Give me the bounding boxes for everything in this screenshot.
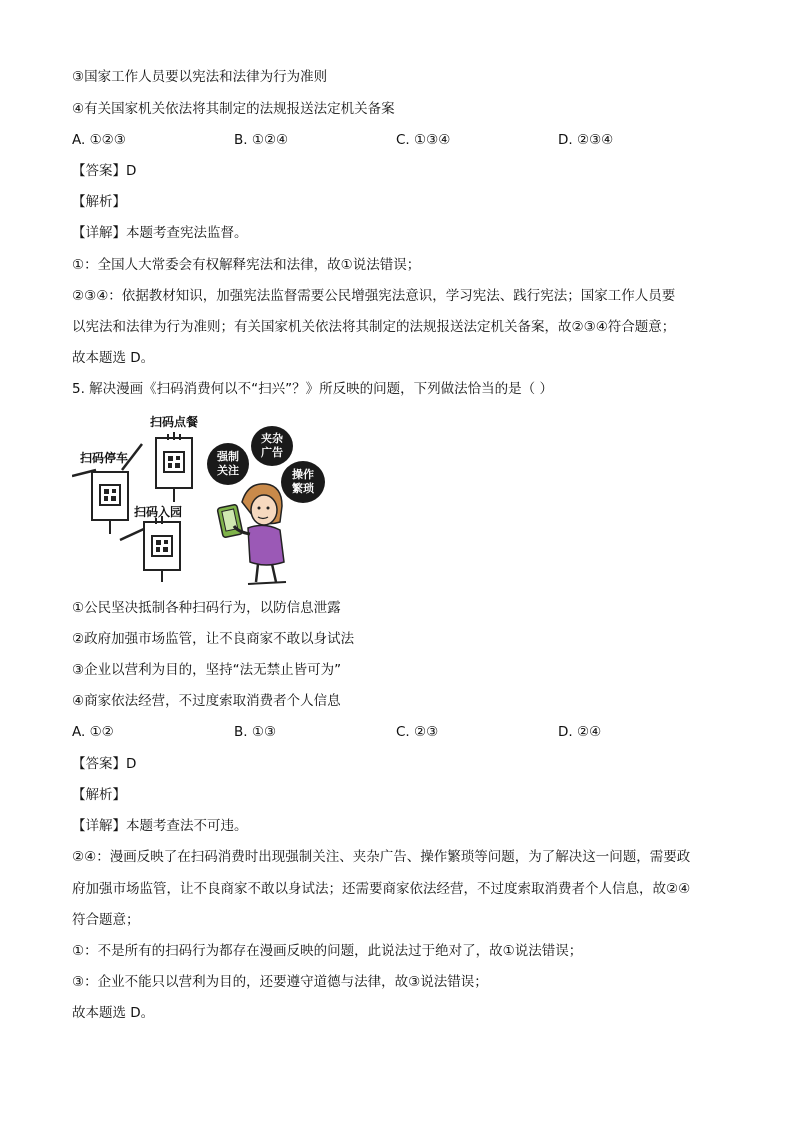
q5-option-c: C. ②③ xyxy=(396,724,439,740)
q5-statement-4: ④商家依法经营，不过度索取消费者个人信息 xyxy=(72,693,341,709)
sign-parking-label: 扫码停车 xyxy=(80,451,129,465)
q5-explanation-1b: 府加强市场监管，让不良商家不敢以身试法；还需要商家依法经营，不过度索取消费者个人信息，故②④ xyxy=(72,881,691,897)
q4-option-b: B. ①②④ xyxy=(234,132,289,148)
bubble-ads-l2: 广告 xyxy=(261,446,283,459)
q5-explanation-3: ③：企业不能只以营利为目的，还要遵守道德与法律，故③说法错误； xyxy=(72,974,488,990)
q4-explanation-1: ①：全国人大常委会有权解释宪法和法律，故①说法错误； xyxy=(72,257,421,273)
q5-option-d: D. ②④ xyxy=(558,724,602,740)
bubble-complex xyxy=(281,461,325,503)
q5-conclusion: 故本题选 D。 xyxy=(72,1005,155,1021)
q4-answer: 【答案】D xyxy=(72,163,137,179)
woman-figure xyxy=(217,484,286,584)
bubble-complex-l1: 操作 xyxy=(292,468,314,481)
q4-statement-3: ③国家工作人员要以宪法和法律为行为准则 xyxy=(72,69,328,85)
sign-food-label: 扫码点餐 xyxy=(150,415,199,429)
q5-explanation-2: ①：不是所有的扫码行为都存在漫画反映的问题，此说法过于绝对了，故①说法错误； xyxy=(72,943,583,959)
q5-stem: 5. 解决漫画《扫码消费何以不“扫兴”？》所反映的问题，下列做法恰当的是（ ） xyxy=(72,381,553,397)
bubble-ads xyxy=(251,426,293,466)
q4-statement-4: ④有关国家机关依法将其制定的法规报送法定机关备案 xyxy=(72,101,395,117)
q5-statement-2: ②政府加强市场监管，让不良商家不敢以身试法 xyxy=(72,631,355,647)
q4-explanation-2a: ②③④：依据教材知识，加强宪法监督需要公民增强宪法意识，学习宪法、践行宪法；国家工作人员要 xyxy=(72,288,676,304)
bubble-forced-follow-l2: 关注 xyxy=(217,464,239,477)
q4-option-a: A. ①②③ xyxy=(72,132,126,148)
q5-statement-3: ③企业以营利为目的，坚持“法无禁止皆可为” xyxy=(72,662,342,678)
bubble-ads-l1: 夹杂 xyxy=(261,432,283,445)
comic-illustration xyxy=(72,410,328,588)
q4-option-d: D. ②③④ xyxy=(558,132,614,148)
q5-explanation-1c: 符合题意； xyxy=(72,912,140,928)
q4-explanation-2b: 以宪法和法律为行为准则；有关国家机关依法将其制定的法规报送法定机关备案，故②③④符合题意； xyxy=(72,319,676,335)
sign-park-label: 扫码入园 xyxy=(134,505,183,519)
bubble-forced-follow xyxy=(207,443,249,485)
q5-detail: 【详解】本题考查法不可违。 xyxy=(72,818,248,834)
q5-analysis-heading: 【解析】 xyxy=(72,787,126,803)
bubble-complex-l2: 繁琐 xyxy=(292,482,314,495)
qr-sign-parking xyxy=(72,450,128,534)
q5-option-b: B. ①③ xyxy=(234,724,277,740)
q5-explanation-1a: ②④：漫画反映了在扫码消费时出现强制关注、夹杂广告、操作繁琐等问题，为了解决这一问题，需要政 xyxy=(72,849,691,865)
qr-sign-food xyxy=(122,414,198,502)
q4-option-c: C. ①③④ xyxy=(396,132,451,148)
q4-detail: 【详解】本题考查宪法监督。 xyxy=(72,225,248,241)
q5-statement-1: ①公民坚决抵制各种扫码行为，以防信息泄露 xyxy=(72,600,341,616)
q5-answer: 【答案】D xyxy=(72,756,137,772)
qr-sign-park xyxy=(120,504,182,582)
q4-analysis-heading: 【解析】 xyxy=(72,194,126,210)
q4-conclusion: 故本题选 D。 xyxy=(72,350,155,366)
bubble-forced-follow-l1: 强制 xyxy=(217,450,239,463)
q5-option-a: A. ①② xyxy=(72,724,114,740)
